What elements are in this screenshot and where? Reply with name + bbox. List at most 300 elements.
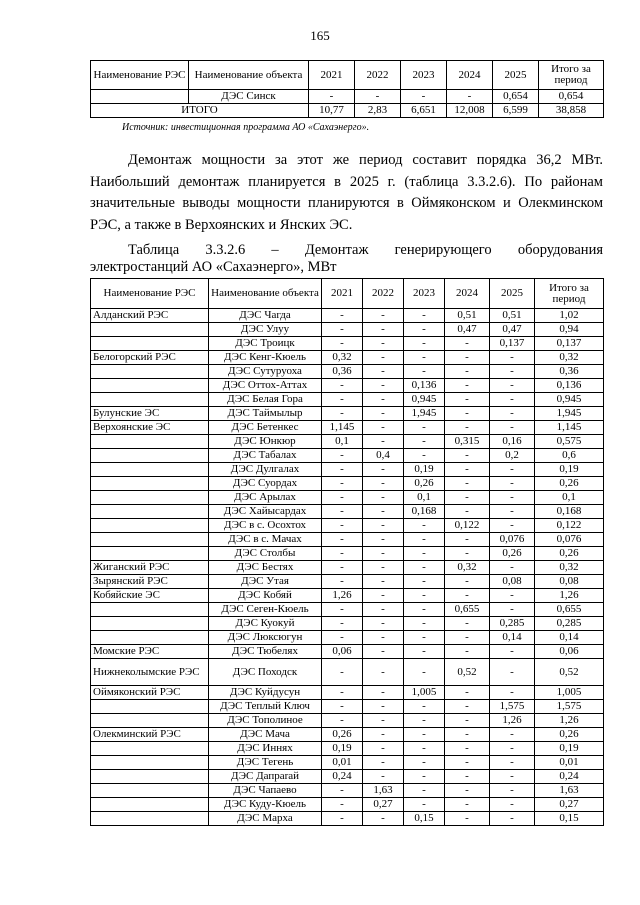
res-name-cell [91,379,209,393]
value-cell: - [404,519,445,533]
total-row [91,104,604,118]
caption-line-1: Таблица 3.3.2.6 – Демонтаж генерирующего оборудования [128,242,603,258]
value-cell: - [363,309,404,323]
table-cell: - [355,90,401,104]
table-row [91,756,604,770]
value-cell: - [445,505,490,519]
value-cell: - [363,714,404,728]
value-cell: - [490,561,535,575]
caption-line-2: электростанций АО «Сахаэнерго», МВт [90,259,337,275]
value-cell: - [322,323,363,337]
value-cell: - [363,407,404,421]
res-name-cell: Кобяйские ЭС [91,589,209,603]
res-name-cell [91,700,209,714]
value-cell: - [322,575,363,589]
res-name-cell: Алданский РЭС [91,309,209,323]
value-cell: - [404,645,445,659]
table-row [91,533,604,547]
object-name-cell: ДЭС Куокуй [209,617,322,631]
value-cell: - [322,617,363,631]
value-cell: 0,137 [490,337,535,351]
value-cell: - [363,631,404,645]
value-cell: - [445,686,490,700]
value-cell: 0,14 [535,631,604,645]
value-cell: - [363,365,404,379]
table-row [91,309,604,323]
value-cell: 0,26 [322,728,363,742]
value-cell: 0,01 [535,756,604,770]
value-cell: - [404,323,445,337]
value-cell: 0,6 [535,449,604,463]
value-cell: - [445,798,490,812]
value-cell: - [445,547,490,561]
value-cell: - [322,533,363,547]
table-row [91,505,604,519]
value-cell: 1,575 [490,700,535,714]
res-name-cell: Верхоянские ЭС [91,421,209,435]
value-cell: 0,1 [535,491,604,505]
value-cell: - [363,323,404,337]
res-name-cell [91,714,209,728]
res-name-cell [91,742,209,756]
value-cell: - [445,756,490,770]
value-cell: - [445,770,490,784]
value-cell: - [490,365,535,379]
value-cell: 0,15 [404,812,445,826]
table-row [91,519,604,533]
value-cell: - [363,337,404,351]
object-name-cell: ДЭС Таймылыр [209,407,322,421]
table-row [91,617,604,631]
value-cell: 0,655 [535,603,604,617]
object-name-cell: ДЭС Кенг-Кюель [209,351,322,365]
value-cell: - [322,309,363,323]
value-cell: - [322,700,363,714]
value-cell: 0,94 [535,323,604,337]
value-cell: 0,24 [322,770,363,784]
res-name-cell [91,463,209,477]
value-cell: - [322,505,363,519]
value-cell: - [322,561,363,575]
value-cell: - [322,491,363,505]
object-name-cell: ДЭС Хайысардах [209,505,322,519]
table-row [91,645,604,659]
res-name-cell: Оймяконский РЭС [91,686,209,700]
value-cell: - [363,519,404,533]
value-cell: 0,36 [535,365,604,379]
value-cell: 0,52 [535,659,604,686]
value-cell: - [445,714,490,728]
res-name-cell [91,533,209,547]
value-cell: - [490,463,535,477]
object-name-cell: ДЭС Чапаево [209,784,322,798]
object-name-cell: ДЭС Бестях [209,561,322,575]
value-cell: - [404,798,445,812]
table-cell: 6,651 [401,104,447,118]
res-name-cell [91,365,209,379]
object-name-cell: ДЭС Люксюгун [209,631,322,645]
object-name-cell: ДЭС Походск [209,659,322,686]
table-cell: - [309,90,355,104]
value-cell: - [322,477,363,491]
column-header: 2022 [363,279,404,309]
value-cell: - [363,645,404,659]
object-name-cell: ДЭС Дапparaй [209,770,322,784]
res-name-cell [91,435,209,449]
paragraph-text: Демонтаж мощности за этот же период составит порядка 36,2 МВт. Наибольший демонтаж планируется в 2025 г. (таблица 3.3.2.6). По районам значительные выводы мощности планируются в Оймяконском и Олекминском РЭС, а также в Верхоянских и Янских ЭС. [90,152,603,233]
table-row [91,337,604,351]
value-cell: - [404,728,445,742]
table-row [91,603,604,617]
table-row [91,393,604,407]
value-cell: - [404,756,445,770]
column-header: 2021 [309,61,355,90]
table-row [91,323,604,337]
value-cell: - [445,812,490,826]
value-cell: - [322,631,363,645]
object-name-cell: ДЭС Марха [209,812,322,826]
value-cell: - [445,449,490,463]
table-row [91,728,604,742]
value-cell: - [445,393,490,407]
value-cell: - [322,463,363,477]
res-name-cell [91,491,209,505]
value-cell: - [404,700,445,714]
res-name-cell [91,505,209,519]
res-name-cell: Жиганский РЭС [91,561,209,575]
value-cell: 0,2 [490,449,535,463]
value-cell: - [322,784,363,798]
table-row [91,90,604,104]
value-cell: 0,08 [535,575,604,589]
value-cell: - [490,421,535,435]
table-row [91,407,604,421]
table-row [91,686,604,700]
res-name-cell: Булунские ЭС [91,407,209,421]
value-cell: - [363,728,404,742]
value-cell: - [363,505,404,519]
table-header-row [91,61,604,90]
value-cell: - [445,533,490,547]
object-name-cell: ДЭС Арылах [209,491,322,505]
value-cell: - [322,798,363,812]
table-row [91,784,604,798]
res-name-cell [91,617,209,631]
value-cell: 0,076 [490,533,535,547]
total-label: ИТОГО [91,104,309,118]
table-row [91,379,604,393]
value-cell: - [404,337,445,351]
value-cell: 0,655 [445,603,490,617]
object-name-cell: ДЭС Теплый Ключ [209,700,322,714]
value-cell: - [363,561,404,575]
column-header: Наименование РЭС [91,279,209,309]
page-number: 165 [310,28,330,43]
value-cell: 0,136 [404,379,445,393]
table-row [91,700,604,714]
value-cell: - [404,561,445,575]
value-cell: 1,145 [535,421,604,435]
value-cell: 1,945 [535,407,604,421]
value-cell: - [363,812,404,826]
object-name-cell: ДЭС Троицк [209,337,322,351]
value-cell: - [322,379,363,393]
value-cell: 0,1 [404,491,445,505]
value-cell: - [445,407,490,421]
column-header: 2023 [401,61,447,90]
value-cell: - [445,784,490,798]
value-cell: - [445,575,490,589]
res-name-cell [91,631,209,645]
value-cell: - [322,393,363,407]
table-row [91,351,604,365]
object-name-cell: ДЭС Дулгалах [209,463,322,477]
value-cell: 1,26 [535,714,604,728]
value-cell: 0,32 [445,561,490,575]
value-cell: 1,945 [404,407,445,421]
value-cell: - [363,421,404,435]
value-cell: 0,32 [322,351,363,365]
table-source-note: Источник: инвестиционная программа АО «Сахаэнерго». [122,122,370,133]
object-name-cell: ДЭС Оттох-Аттах [209,379,322,393]
value-cell: - [363,742,404,756]
res-name-cell: Нижнеколымские РЭС [91,659,209,686]
value-cell: 0,32 [535,351,604,365]
decommissioning-table [90,278,604,826]
value-cell: - [490,491,535,505]
value-cell: - [363,547,404,561]
value-cell: - [490,645,535,659]
value-cell: - [445,463,490,477]
table-row [91,798,604,812]
table-row [91,547,604,561]
res-name-cell [91,477,209,491]
value-cell: - [322,603,363,617]
value-cell: 0,19 [322,742,363,756]
table-cell: 10,77 [309,104,355,118]
object-name-cell: ДЭС Юнкюр [209,435,322,449]
value-cell: - [445,645,490,659]
table-row [91,491,604,505]
object-name-cell: ДЭС Сеген-Кюель [209,603,322,617]
value-cell: 0,16 [490,435,535,449]
value-cell: - [322,407,363,421]
column-header: Наименование РЭС [91,61,189,90]
table-caption [90,242,603,276]
value-cell: - [445,379,490,393]
value-cell: - [445,477,490,491]
value-cell: 1,005 [535,686,604,700]
value-cell: - [490,519,535,533]
value-cell: - [490,505,535,519]
value-cell: - [404,365,445,379]
value-cell: 1,145 [322,421,363,435]
value-cell: - [490,659,535,686]
value-cell: - [490,351,535,365]
value-cell: 1,02 [535,309,604,323]
table-cell: 38,858 [539,104,604,118]
value-cell: - [404,742,445,756]
res-name-cell [91,323,209,337]
value-cell: 0,315 [445,435,490,449]
value-cell: - [322,337,363,351]
body-paragraph [90,150,603,236]
table-cell: ДЭС Синск [189,90,309,104]
table-row [91,659,604,686]
value-cell: - [490,603,535,617]
value-cell: - [404,449,445,463]
value-cell: - [445,491,490,505]
value-cell: 0,285 [535,617,604,631]
table-row [91,575,604,589]
object-name-cell: ДЭС Белая Гора [209,393,322,407]
value-cell: 0,51 [445,309,490,323]
value-cell: - [404,435,445,449]
table-cell: 6,599 [493,104,539,118]
res-name-cell [91,519,209,533]
table-row [91,589,604,603]
value-cell: 0,08 [490,575,535,589]
object-name-cell: ДЭС в с. Мачах [209,533,322,547]
value-cell: - [322,812,363,826]
value-cell: 0,26 [535,728,604,742]
value-cell: - [363,700,404,714]
value-cell: - [404,421,445,435]
value-cell: - [445,421,490,435]
value-cell: - [445,617,490,631]
value-cell: - [363,770,404,784]
res-name-cell [91,547,209,561]
value-cell: 0,14 [490,631,535,645]
object-name-cell: ДЭС Табалах [209,449,322,463]
value-cell: - [404,309,445,323]
value-cell: 0,4 [363,449,404,463]
value-cell: 0,47 [445,323,490,337]
res-name-cell [91,770,209,784]
value-cell: - [490,798,535,812]
column-header: 2022 [355,61,401,90]
res-name-cell [91,393,209,407]
value-cell: - [322,714,363,728]
column-header: Итого за период [535,279,604,309]
value-cell: - [404,714,445,728]
value-cell: - [363,533,404,547]
table-row [91,477,604,491]
res-name-cell [91,756,209,770]
value-cell: - [404,533,445,547]
column-header: Итого за период [539,61,604,90]
value-cell: 0,47 [490,323,535,337]
value-cell: 0,24 [535,770,604,784]
res-name-cell: Олекминский РЭС [91,728,209,742]
table-cell [91,90,189,104]
value-cell: - [363,659,404,686]
value-cell: - [363,575,404,589]
value-cell: 0,26 [535,477,604,491]
value-cell: - [490,407,535,421]
table-row [91,631,604,645]
column-header: 2025 [490,279,535,309]
value-cell: 0,945 [404,393,445,407]
value-cell: 0,137 [535,337,604,351]
value-cell: - [404,770,445,784]
value-cell: 1,26 [535,589,604,603]
object-name-cell: ДЭС Тюбелях [209,645,322,659]
value-cell: 0,51 [490,309,535,323]
value-cell: - [363,491,404,505]
table-row [91,421,604,435]
object-name-cell: ДЭС Утая [209,575,322,589]
value-cell: - [404,631,445,645]
value-cell: 0,26 [535,547,604,561]
value-cell: - [363,379,404,393]
value-cell: 0,19 [535,463,604,477]
value-cell: 0,1 [322,435,363,449]
column-header: 2023 [404,279,445,309]
value-cell: - [490,742,535,756]
column-header: Наименование объекта [189,61,309,90]
value-cell: - [490,589,535,603]
value-cell: - [445,337,490,351]
value-cell: 0,076 [535,533,604,547]
res-name-cell [91,449,209,463]
res-name-cell: Зырянский РЭС [91,575,209,589]
value-cell: 0,19 [535,742,604,756]
table-row [91,812,604,826]
table-cell: - [401,90,447,104]
value-cell: 0,06 [535,645,604,659]
table-cell: 12,008 [447,104,493,118]
value-cell: - [445,728,490,742]
object-name-cell: ДЭС Столбы [209,547,322,561]
table-row [91,714,604,728]
value-cell: - [363,435,404,449]
res-name-cell [91,337,209,351]
value-cell: - [363,393,404,407]
value-cell: 0,122 [535,519,604,533]
res-name-cell [91,798,209,812]
value-cell: - [445,589,490,603]
value-cell: 1,575 [535,700,604,714]
value-cell: - [404,589,445,603]
object-name-cell: ДЭС Куйдусун [209,686,322,700]
object-name-cell: ДЭС Мача [209,728,322,742]
value-cell: - [490,770,535,784]
value-cell: - [490,784,535,798]
value-cell: 1,26 [322,589,363,603]
object-name-cell: ДЭС Суордах [209,477,322,491]
value-cell: 0,285 [490,617,535,631]
table-cell: 0,654 [539,90,604,104]
value-cell: - [404,603,445,617]
value-cell: 1,005 [404,686,445,700]
value-cell: - [445,351,490,365]
value-cell: - [404,547,445,561]
res-name-cell: Момские РЭС [91,645,209,659]
value-cell: - [322,547,363,561]
value-cell: 1,26 [490,714,535,728]
value-cell: 0,01 [322,756,363,770]
object-name-cell: ДЭС Бетенкес [209,421,322,435]
value-cell: - [445,742,490,756]
value-cell: - [490,477,535,491]
object-name-cell: ДЭС Куду-Кюель [209,798,322,812]
value-cell: - [445,365,490,379]
table-row [91,449,604,463]
object-name-cell: ДЭС Чагда [209,309,322,323]
value-cell: 0,32 [535,561,604,575]
object-name-cell: ДЭС в с. Осохтох [209,519,322,533]
